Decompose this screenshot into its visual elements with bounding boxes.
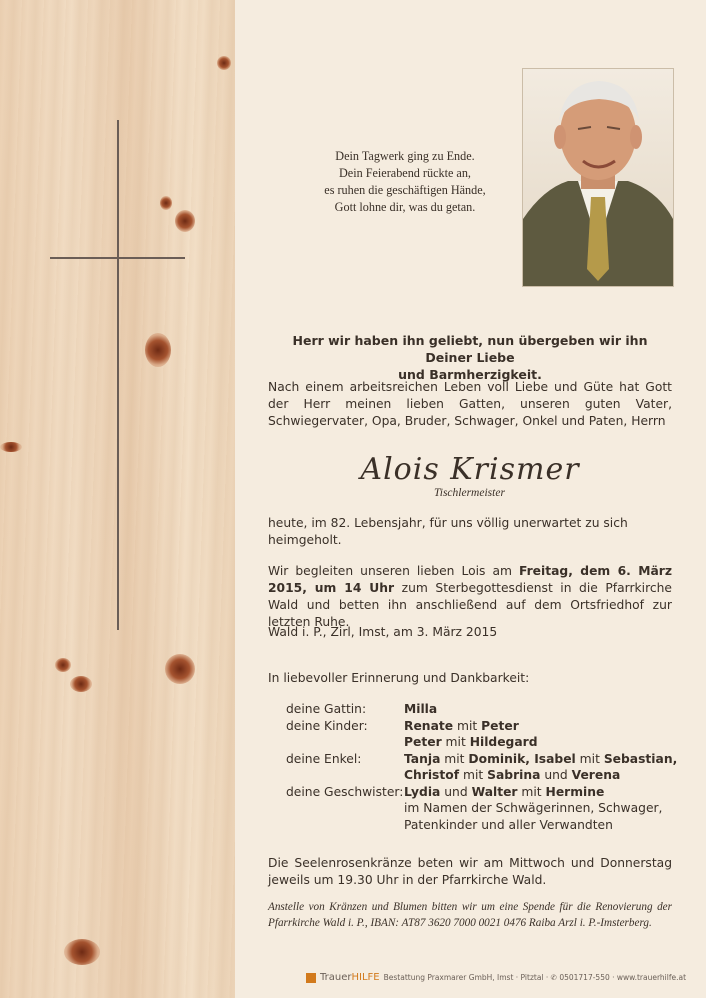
relative-name: Peter <box>481 718 519 733</box>
intro-text <box>268 332 672 383</box>
wood-knot <box>0 442 22 452</box>
relative-label: deine Enkel: <box>286 751 362 766</box>
verse-line: Dein Tagwerk ging zu Ende. <box>335 149 475 163</box>
portrait-photo <box>522 68 674 287</box>
relative-connector: mit <box>440 751 469 766</box>
wood-knot <box>145 333 171 367</box>
relative-name: Dominik, Isabel <box>468 751 576 766</box>
relatives-row <box>286 817 686 834</box>
relative-connector: mit <box>517 784 546 799</box>
wood-knot <box>70 676 92 692</box>
logo-icon <box>306 973 316 983</box>
intro-line: Herr wir haben ihn geliebt, nun übergeben wir ihn Deiner Liebe <box>292 333 648 365</box>
relative-name: Lydia <box>404 784 441 799</box>
relative-connector: mit <box>441 735 470 749</box>
wood-knot <box>165 654 195 684</box>
relative-name: Christof <box>404 768 460 782</box>
funeral-text: zum Sterbegottesdienst in die Pfarrkirche Wald und betten ihn anschließend auf dem Ortsfriedhof zur letzten Ruhe. <box>268 581 672 629</box>
relative-name: Verena <box>571 768 621 782</box>
footer-text: Bestattung Praxmarer GmbH, Imst · Pitztal · ✆ 0501717-550 · www.trauerhilfe.at <box>383 973 687 982</box>
relative-name: Walter <box>471 784 518 799</box>
relative-name: Renate <box>404 718 454 733</box>
deceased-profession: Tischlermeister <box>434 487 505 499</box>
verse-line: es ruhen die geschäftigen Hände, <box>324 183 486 197</box>
announcement-paragraph: Nach einem arbeitsreichen Leben voll Liebe und Güte hat Gott der Herr meinen lieben Gatten, unseren guten Vater, Schwiegervater, Opa, Bruder, Schwager, Onkel und Paten, Herrn <box>268 380 672 428</box>
relative-connector: mit <box>459 768 488 782</box>
footer <box>306 972 686 983</box>
funeral-paragraph <box>268 563 672 631</box>
relative-connector: und <box>540 768 572 782</box>
donation-paragraph: Anstelle von Kränzen und Blumen bitten wir um eine Spende für die Renovierung der Pfarrkirche Wald i. P., IBAN: AT87 3620 7000 0021 0476 Raiba Arzl i. P.-Imsterberg. <box>268 901 672 929</box>
relative-connector: und <box>440 784 472 799</box>
relative-name: Milla <box>404 702 438 716</box>
rosary-paragraph: Die Seelenrosenkränze beten wir am Mittwoch und Donnerstag jeweils um 19.30 Uhr in der Pfarrkirche Wald. <box>268 856 672 887</box>
verse <box>290 148 520 216</box>
relative-name: Hildegard <box>469 735 538 749</box>
relative-label: deine Kinder: <box>286 718 368 733</box>
logo-text-a: Trauer <box>320 972 352 983</box>
cross-horizontal <box>50 257 185 259</box>
cross-vertical <box>117 120 119 630</box>
wood-knot <box>64 939 100 965</box>
relative-connector: mit <box>453 718 482 733</box>
relatives-row <box>286 784 686 801</box>
funeral-date: Freitag, dem 6. März 2015, um 14 Uhr <box>268 564 672 595</box>
wood-knot <box>55 658 71 672</box>
relative-connector: mit <box>575 751 604 766</box>
logo-text-b: HILFE <box>351 972 380 983</box>
verse-line: Gott lohne dir, was du getan. <box>334 200 476 214</box>
deceased-name: Alois Krismer <box>360 452 580 487</box>
relative-name: Peter <box>404 735 442 749</box>
wood-knot <box>175 210 195 232</box>
relative-label: deine Geschwister: <box>286 784 404 799</box>
wood-knot <box>160 196 172 210</box>
intro-line: und Barmherzigkeit. <box>398 367 542 382</box>
verse-line: Dein Feierabend rückte an, <box>339 166 471 180</box>
wood-knot <box>217 56 231 70</box>
relatives-row <box>286 751 686 768</box>
relative-name: Hermine <box>545 784 605 799</box>
death-paragraph: heute, im 82. Lebensjahr, für uns völlig unerwartet zu sich heimgeholt. <box>268 516 628 547</box>
logo <box>320 972 380 983</box>
remembrance-line: In liebevoller Erinnerung und Dankbarkeit: <box>268 671 530 685</box>
relatives-row <box>286 767 686 784</box>
portrait-image <box>523 69 673 286</box>
relatives-extra: im Namen der Schwägerinnen, Schwager, <box>404 801 663 815</box>
relatives-row <box>286 718 686 735</box>
relatives-extra: Patenkinder und aller Verwandten <box>404 817 613 832</box>
relative-label: deine Gattin: <box>286 702 367 716</box>
relative-name: Sabrina <box>487 768 541 782</box>
relatives-row <box>286 734 686 751</box>
relative-name: Sebastian, <box>603 751 678 766</box>
relatives-row <box>286 800 686 817</box>
place-date: Wald i. P., Zirl, Imst, am 3. März 2015 <box>268 625 498 639</box>
relatives-row <box>286 701 686 718</box>
relative-name: Tanja <box>404 751 441 766</box>
wood-panel <box>0 0 235 998</box>
funeral-text: Wir begleiten unseren lieben Lois am <box>268 564 519 578</box>
relatives-list <box>286 701 686 833</box>
